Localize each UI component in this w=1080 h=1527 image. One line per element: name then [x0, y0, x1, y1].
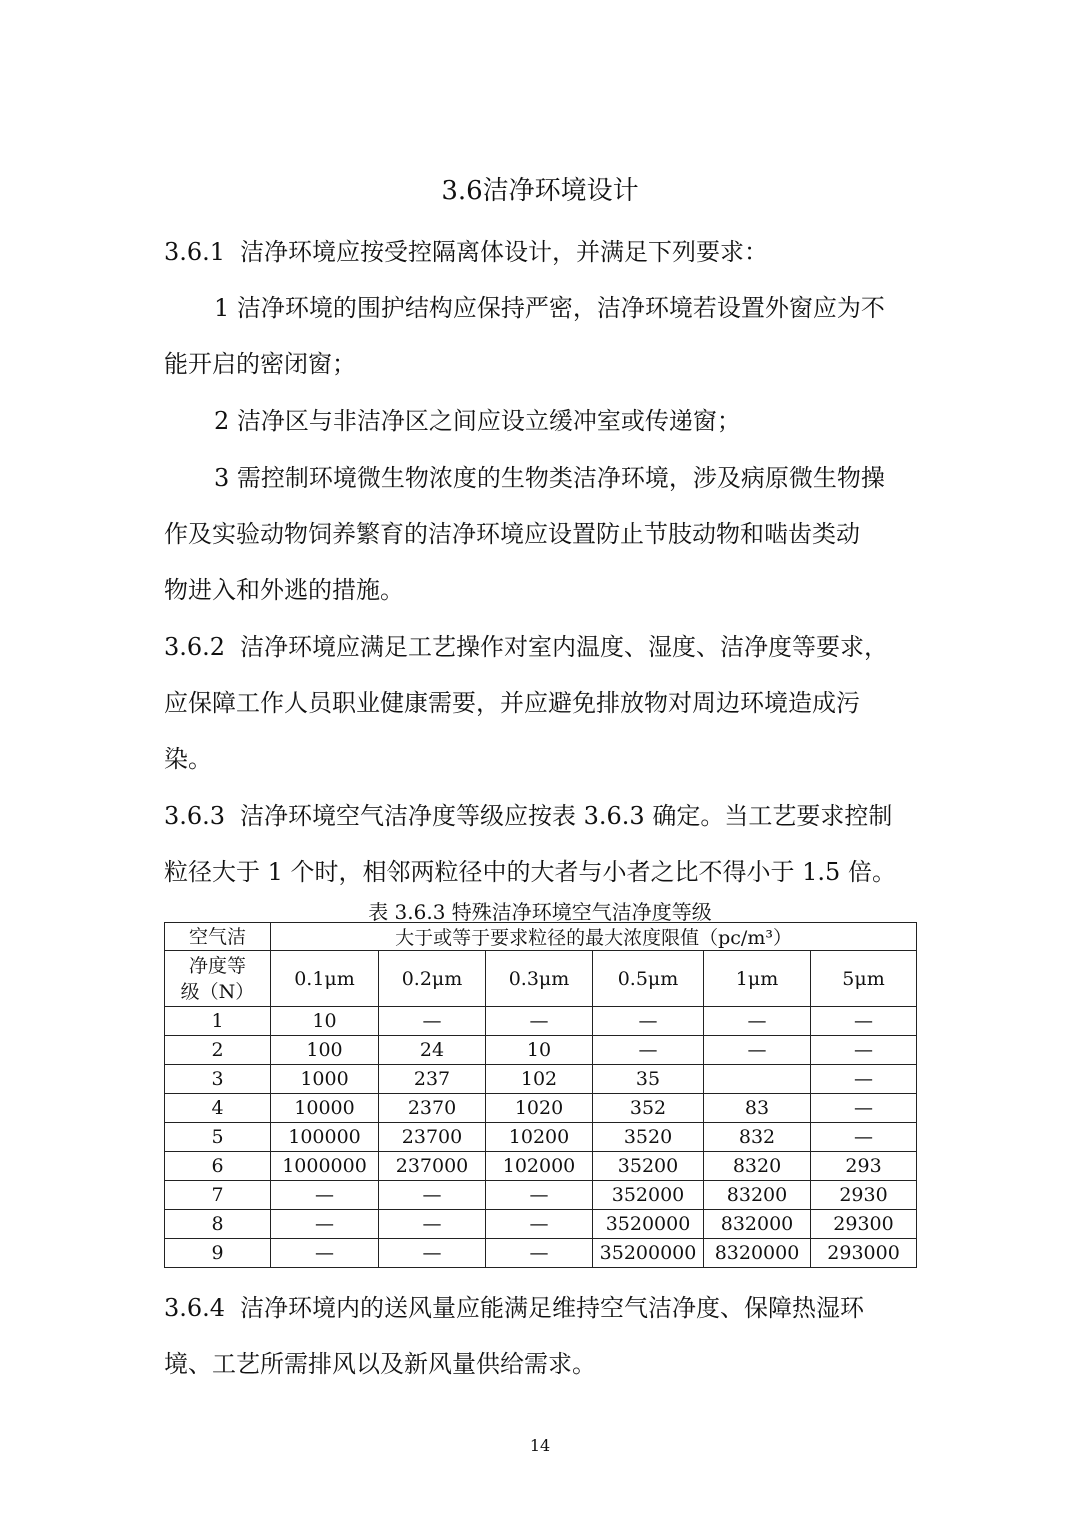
- class-header-line-3: 级（N）: [180, 980, 255, 1003]
- value-cell: 237000: [379, 1152, 486, 1181]
- value-cell: 83200: [704, 1181, 811, 1210]
- value-cell: —: [811, 1094, 917, 1123]
- value-cell: —: [486, 1210, 593, 1239]
- value-cell: 35200000: [593, 1239, 704, 1268]
- clause-3-6-4-line-2: 境、工艺所需排风以及新风量供给需求。: [164, 1350, 596, 1378]
- value-cell: —: [593, 1007, 704, 1036]
- value-cell: 293000: [811, 1239, 917, 1268]
- table-row: [165, 1065, 917, 1094]
- value-cell: 8320000: [704, 1239, 811, 1268]
- item-1-line-1: 1 洁净环境的围护结构应保持严密，洁净环境若设置外窗应为不: [214, 294, 885, 322]
- value-cell: —: [811, 1065, 917, 1094]
- class-cell: 2: [165, 1036, 271, 1065]
- table-row: [165, 1181, 917, 1210]
- value-cell: 352: [593, 1094, 704, 1123]
- section-title: 3.6洁净环境设计: [441, 176, 639, 206]
- clause-3-6-4: [164, 1288, 924, 1323]
- class-cell: 7: [165, 1181, 271, 1210]
- value-cell: 293: [811, 1152, 917, 1181]
- value-cell: —: [704, 1036, 811, 1065]
- value-cell: —: [271, 1210, 379, 1239]
- value-cell: —: [811, 1036, 917, 1065]
- clause-number: 3.6.4: [164, 1294, 226, 1322]
- clause-number: 3.6.1: [164, 238, 226, 266]
- value-cell: 2930: [811, 1181, 917, 1210]
- table-row: [165, 1094, 917, 1123]
- clause-text: 洁净环境空气洁净度等级应按表 3.6.3 确定。当工艺要求控制: [240, 802, 893, 830]
- value-cell: 8320: [704, 1152, 811, 1181]
- class-header-cell-cont: [165, 951, 271, 1007]
- value-cell: —: [486, 1181, 593, 1210]
- size-header: 5μm: [811, 951, 917, 1007]
- value-cell: 10: [486, 1036, 593, 1065]
- class-cell: 8: [165, 1210, 271, 1239]
- table-row: [165, 1210, 917, 1239]
- class-cell: 3: [165, 1065, 271, 1094]
- size-header: 0.5μm: [593, 951, 704, 1007]
- clause-number: 3.6.2: [164, 633, 226, 661]
- item-1-line-2: 能开启的密闭窗；: [164, 350, 356, 378]
- value-cell: 23700: [379, 1123, 486, 1152]
- value-cell: 35: [593, 1065, 704, 1094]
- table-caption: 表 3.6.3 特殊洁净环境空气洁净度等级: [368, 900, 712, 924]
- value-cell: —: [486, 1239, 593, 1268]
- value-cell: 35200: [593, 1152, 704, 1181]
- class-cell: 6: [165, 1152, 271, 1181]
- value-cell: 1000: [271, 1065, 379, 1094]
- value-cell: 29300: [811, 1210, 917, 1239]
- item-2-line-1: 2 洁净区与非洁净区之间应设立缓冲室或传递窗；: [214, 407, 741, 435]
- size-header: 1μm: [704, 951, 811, 1007]
- class-header-cell: [165, 923, 271, 951]
- value-cell: 832: [704, 1123, 811, 1152]
- size-header: 0.2μm: [379, 951, 486, 1007]
- value-cell: 832000: [704, 1210, 811, 1239]
- concentration-header: 大于或等于要求粒径的最大浓度限值（pc/m³）: [271, 923, 917, 951]
- value-cell: 100: [271, 1036, 379, 1065]
- value-cell: 10: [271, 1007, 379, 1036]
- table-row: [165, 1152, 917, 1181]
- table-row: [165, 1007, 917, 1036]
- class-header-line-2: 净度等: [188, 954, 246, 977]
- value-cell: 237: [379, 1065, 486, 1094]
- value-cell: 3520: [593, 1123, 704, 1152]
- value-cell: —: [593, 1036, 704, 1065]
- table-row: [165, 1123, 917, 1152]
- class-cell: 9: [165, 1239, 271, 1268]
- table-header-row: [165, 923, 917, 951]
- value-cell: 352000: [593, 1181, 704, 1210]
- class-cell: 5: [165, 1123, 271, 1152]
- particle-size-row: [165, 951, 917, 1007]
- value-cell: 10200: [486, 1123, 593, 1152]
- clause-3-6-3-line-2: 粒径大于 1 个时，相邻两粒径中的大者与小者之比不得小于 1.5 倍。: [164, 858, 896, 886]
- table-row: [165, 1036, 917, 1065]
- value-cell: [704, 1065, 811, 1094]
- value-cell: 3520000: [593, 1210, 704, 1239]
- class-cell: 1: [165, 1007, 271, 1036]
- page-number: 14: [529, 1436, 551, 1455]
- value-cell: 83: [704, 1094, 811, 1123]
- table-row: [165, 1239, 917, 1268]
- value-cell: —: [379, 1007, 486, 1036]
- clause-text: 洁净环境应满足工艺操作对室内温度、湿度、洁净度等要求，: [240, 633, 888, 661]
- clause-3-6-1: [164, 232, 924, 267]
- value-cell: —: [811, 1007, 917, 1036]
- value-cell: —: [379, 1210, 486, 1239]
- value-cell: 1000000: [271, 1152, 379, 1181]
- table-body: [165, 1007, 917, 1268]
- item-3-line-3: 物进入和外逃的措施。: [164, 576, 404, 604]
- value-cell: —: [811, 1123, 917, 1152]
- value-cell: 24: [379, 1036, 486, 1065]
- clause-3-6-2: [164, 627, 924, 662]
- value-cell: 2370: [379, 1094, 486, 1123]
- value-cell: 100000: [271, 1123, 379, 1152]
- item-3-line-2: 作及实验动物饲养繁育的洁净环境应设置防止节肢动物和啮齿类动: [164, 520, 860, 548]
- value-cell: —: [704, 1007, 811, 1036]
- clause-3-6-2-line-2: 应保障工作人员职业健康需要，并应避免排放物对周边环境造成污: [164, 689, 860, 717]
- value-cell: —: [379, 1239, 486, 1268]
- cleanliness-grade-table: [164, 922, 917, 1268]
- value-cell: 10000: [271, 1094, 379, 1123]
- size-header: 0.3μm: [486, 951, 593, 1007]
- clause-number: 3.6.3: [164, 802, 226, 830]
- value-cell: —: [379, 1181, 486, 1210]
- value-cell: —: [271, 1239, 379, 1268]
- value-cell: 102: [486, 1065, 593, 1094]
- class-header-line-1: 空气洁: [188, 925, 246, 948]
- value-cell: —: [486, 1007, 593, 1036]
- clause-3-6-3: [164, 796, 924, 831]
- clause-3-6-2-line-3: 染。: [164, 745, 212, 773]
- item-3-line-1: 3 需控制环境微生物浓度的生物类洁净环境，涉及病原微生物操: [214, 464, 885, 492]
- class-cell: 4: [165, 1094, 271, 1123]
- clause-text: 洁净环境内的送风量应能满足维持空气洁净度、保障热湿环: [240, 1294, 864, 1322]
- clause-text: 洁净环境应按受控隔离体设计，并满足下列要求：: [240, 238, 768, 266]
- value-cell: —: [271, 1181, 379, 1210]
- size-header: 0.1μm: [271, 951, 379, 1007]
- value-cell: 102000: [486, 1152, 593, 1181]
- value-cell: 1020: [486, 1094, 593, 1123]
